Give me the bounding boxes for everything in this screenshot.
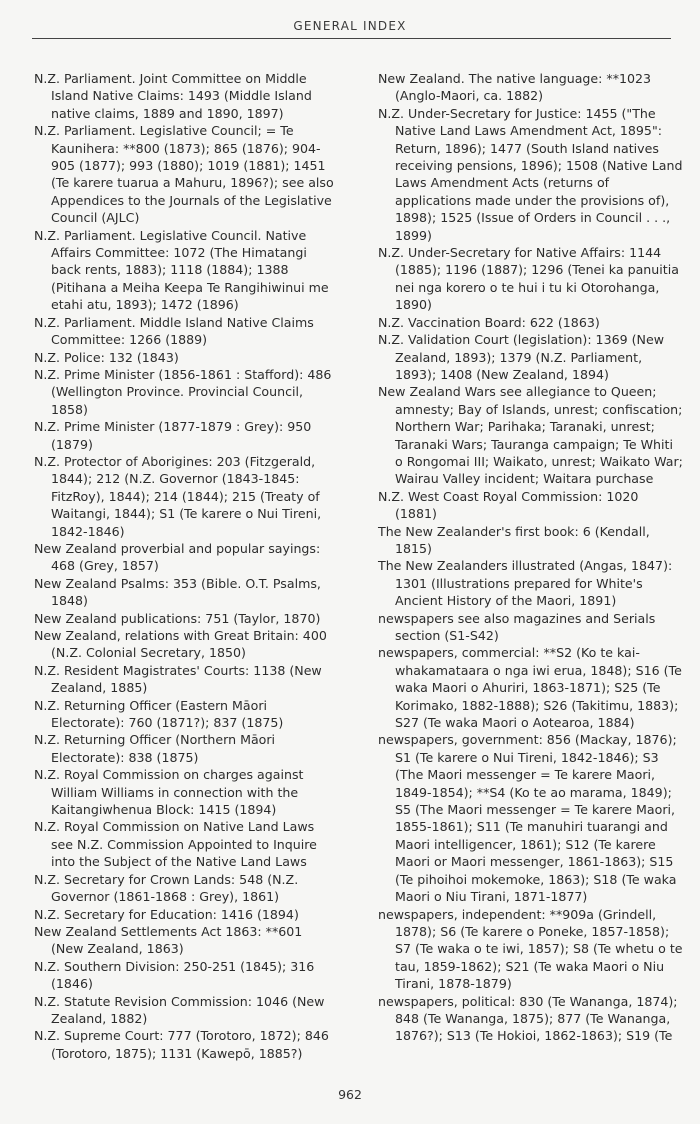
index-entry: N.Z. Under-Secretary for Justice: 1455 ("The Native Land Laws Amendment Act, 1895": Return, 1896); 1477 (South Island natives receiving pensions, 1896); 1508 (Native Land Laws Amendment Acts (returns of applications made under the provisions of), 1898); 1525 (Issue of Orders in Council . . ., 1899) — [378, 105, 683, 243]
index-entry: N.Z. Parliament. Middle Island Native Claims Committee: 1266 (1889) — [34, 314, 314, 348]
index-entry: N.Z. Royal Commission on Native Land Laws see N.Z. Commission Appointed to Inquire into the Subject of the Native Land Laws — [34, 819, 317, 870]
index-entry: N.Z. Prime Minister (1856-1861 : Stafford): 486 (Wellington Province. Provincial Council, 1858) — [34, 366, 332, 417]
index-column-right — [378, 70, 684, 1045]
index-entry: New Zealand. The native language: **1023 (Anglo-Maori, ca. 1882) — [378, 71, 652, 104]
index-entry: newspapers, political: 830 (Te Wananga, 1874); 848 (Te Wananga, 1875); 877 (Te Wananga, 1876?); S13 (Te Hokioi, 1862-1863); S19 (Te — [378, 993, 678, 1044]
index-entry: N.Z. Statute Revision Commission: 1046 (New Zealand, 1882) — [34, 993, 325, 1026]
index-entry: N.Z. Supreme Court: 777 (Torotoro, 1872); 846 (Torotoro, 1875); 1131 (Kawepō, 1885?) — [34, 1028, 329, 1061]
index-entry: N.Z. Prime Minister (1877-1879 : Grey): 950 (1879) — [34, 419, 312, 452]
index-entry: newspapers, independent: **909a (Grindell, 1878); S6 (Te karere o Poneke, 1857-1858); S7 (Te waka o te iwi, 1857); S8 (Te whetu o te tau, 1859-1862); S21 (Te waka Maori o Niu Tirani, 1878-1879) — [378, 906, 683, 992]
index-entry: The New Zealander's first book: 6 (Kendall, 1815) — [378, 523, 650, 556]
index-entry: N.Z. Parliament. Legislative Council; = Te Kaunihera: **800 (1873); 865 (1876); 904-905 (1877); 993 (1880); 1019 (1881); 1451 (Te karere tuarua a Mahuru, 1896?); see also Appendices to the Journals of the Legislative Council (AJLC) — [34, 123, 334, 226]
index-entry: N.Z. Returning Officer (Eastern Māori Electorate): 760 (1871?); 837 (1875) — [34, 697, 284, 731]
index-entry: New Zealand proverbial and popular sayings: 468 (Grey, 1857) — [34, 540, 321, 574]
index-entry: N.Z. Parliament. Legislative Council. Native Affairs Committee: 1072 (The Himatangi back rents, 1883); 1118 (1884); 1388 (Pitihana a Meiha Keepa Te Rangihiwinui me etahi atu, 1893); 1472 (1896) — [34, 227, 329, 313]
index-entry: The New Zealanders illustrated (Angas, 1847): 1301 (Illustrations prepared for White's Ancient History of the Maori, 1891) — [378, 558, 673, 609]
index-entry: N.Z. West Coast Royal Commission: 1020 (1881) — [378, 488, 639, 522]
index-entry: New Zealand Psalms: 353 (Bible. O.T. Psalms, 1848) — [34, 575, 321, 609]
index-entry: N.Z. Secretary for Crown Lands: 548 (N.Z. Governor (1861-1868 : Grey), 1861) — [34, 871, 299, 905]
index-entry: N.Z. Parliament. Joint Committee on Middle Island Native Claims: 1493 (Middle Island native claims, 1889 and 1890, 1897) — [34, 71, 312, 121]
index-entry: New Zealand Settlements Act 1863: **601 (New Zealand, 1863) — [34, 923, 303, 957]
index-entry: New Zealand publications: 751 (Taylor, 1870) — [34, 610, 321, 626]
index-entry: N.Z. Validation Court (legislation): 1369 (New Zealand, 1893); 1379 (N.Z. Parliament, 1893); 1408 (New Zealand, 1894) — [378, 332, 664, 382]
running-head: GENERAL INDEX — [293, 19, 407, 33]
index-entry: N.Z. Returning Officer (Northern Māori Electorate): 838 (1875) — [34, 732, 276, 765]
index-entry: N.Z. Resident Magistrates' Courts: 1138 (New Zealand, 1885) — [34, 662, 322, 696]
index-entry: N.Z. Protector of Aborigines: 203 (Fitzgerald, 1844); 212 (N.Z. Governor (1843-1845: FitzRoy), 1844); 214 (1844); 215 (Treaty of Waitangi, 1844); S1 (Te karere o Nui Tireni, 1842-1846) — [34, 453, 322, 539]
index-entry: N.Z. Secretary for Education: 1416 (1894) — [34, 906, 299, 922]
index-entry: newspapers, government: 856 (Mackay, 1876); S1 (Te karere o Nui Tireni, 1842-1846); S3 (The Maori messenger = Te karere Maori, 1849-1854); **S4 (Ko te ao marama, 1849); S5 (The Maori messenger = Te karere Maori, 1855-1861); S11 (Te manuhiri tuarangi and Maori intelligencer, 1861); S12 (Te karere Maori or Maori messenger, 1861-1863); S15 (Te pihoihoi mokemoke, 1863); S18 (Te waka Maori o Niu Tirani, 1871-1877) — [378, 732, 677, 905]
index-entry: N.Z. Vaccination Board: 622 (1863) — [378, 314, 600, 330]
header-rule — [32, 38, 671, 39]
index-entry: newspapers see also magazines and Serials section (S1-S42) — [378, 610, 656, 643]
index-entry: New Zealand, relations with Great Britain: 400 (N.Z. Colonial Secretary, 1850) — [34, 628, 327, 661]
index-entry: N.Z. Royal Commission on charges against William Williams in connection with the Kaitangiwhenua Block: 1415 (1894) — [34, 767, 304, 818]
index-entry: newspapers, commercial: **S2 (Ko te kai-whakamataara o nga iwi erua, 1848); S16 (Te waka Maori o Ahuriri, 1863-1871); S25 (Te Korimako, 1882-1888); S26 (Takitimu, 1883); S27 (Te waka Maori o Aotearoa, 1884) — [378, 645, 682, 731]
index-entry: N.Z. Southern Division: 250-251 (1845); 316 (1846) — [34, 958, 315, 992]
index-entry: New Zealand Wars see allegiance to Queen; amnesty; Bay of Islands, unrest; confiscation; Northern War; Parihaka; Taranaki, unrest; Taranaki Wars; Tauranga campaign; Te Whiti o Rongomai III; Waikato, unrest; Waikato War; Wairau Valley incident; Waitara purchase — [378, 384, 683, 487]
page-number: 962 — [338, 1087, 362, 1102]
index-entry: N.Z. Police: 132 (1843) — [34, 349, 179, 365]
index-entry: N.Z. Under-Secretary for Native Affairs: 1144 (1885); 1196 (1887); 1296 (Tenei ka panuitia nei nga korero o te hui i tu ki Otorohanga, 1890) — [378, 245, 679, 313]
index-column-left — [34, 70, 334, 1062]
